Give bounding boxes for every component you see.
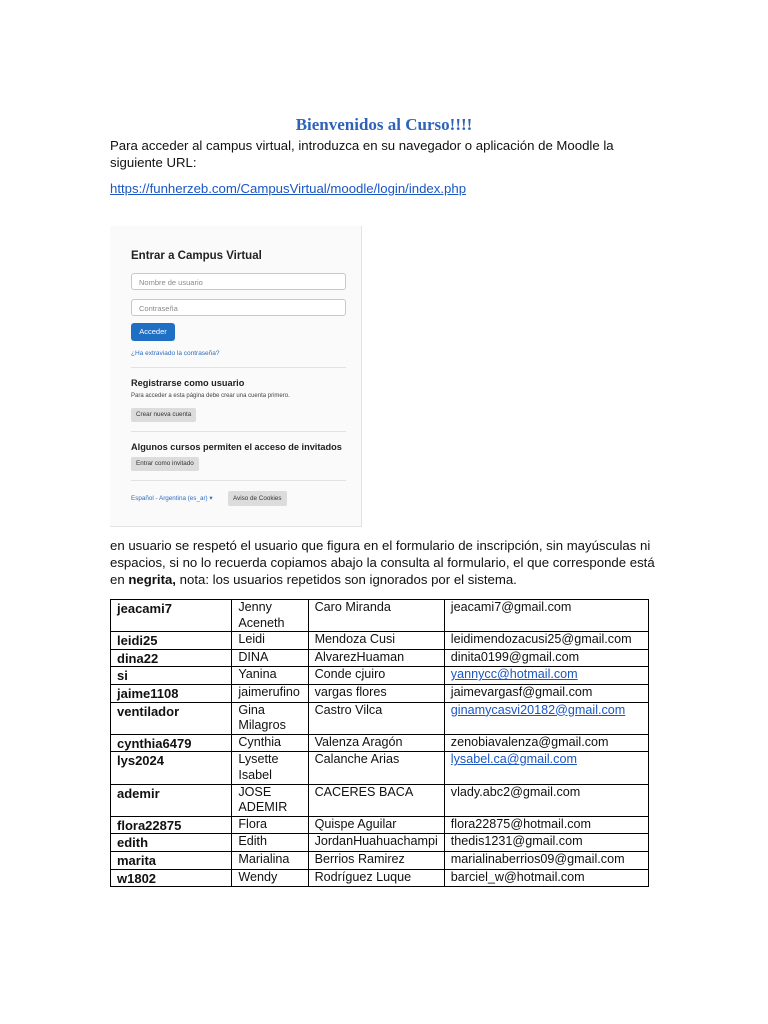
note-bold: negrita, (128, 572, 176, 587)
last-name-cell: CACERES BACA (308, 784, 444, 816)
first-name-cell: DINA (232, 649, 308, 667)
email-cell: thedis1231@gmail.com (444, 834, 648, 852)
table-row (111, 600, 649, 632)
email-cell: vlady.abc2@gmail.com (444, 784, 648, 816)
username-cell: cynthia6479 (111, 734, 232, 752)
username-cell: marita (111, 851, 232, 869)
table-row (111, 784, 649, 816)
register-text: Para acceder a esta página debe crear una cuenta primero. (131, 393, 290, 399)
email-cell: flora22875@hotmail.com (444, 816, 648, 834)
username-cell: flora22875 (111, 816, 232, 834)
last-name-cell: Mendoza Cusi (308, 632, 444, 650)
table-row (111, 667, 649, 685)
last-name-cell: Castro Vilca (308, 702, 444, 734)
email-cell: dinita0199@gmail.com (444, 649, 648, 667)
first-name-cell: Marialina (232, 851, 308, 869)
divider (131, 367, 346, 368)
table-row (111, 752, 649, 784)
note-text-end: nota: los usuarios repetidos son ignorados por el sistema. (175, 572, 517, 587)
last-name-cell: Caro Miranda (308, 600, 444, 632)
intro-paragraph: Para acceder al campus virtual, introduzca en su navegador o aplicación de Moodle la siguiente URL: (110, 138, 614, 170)
first-name-cell: Wendy (232, 869, 308, 887)
table-row (111, 684, 649, 702)
campus-url-link[interactable]: https://funherzeb.com/CampusVirtual/moodle/login/index.php (110, 181, 467, 196)
last-name-cell: JordanHuahuachampi (308, 834, 444, 852)
login-heading: Entrar a Campus Virtual (131, 250, 262, 262)
first-name-cell: Gina Milagros (232, 702, 308, 734)
first-name-cell: Lysette Isabel (232, 752, 308, 784)
table-row (111, 851, 649, 869)
last-name-cell: vargas flores (308, 684, 444, 702)
table-row (111, 649, 649, 667)
cookies-button: Aviso de Cookies (228, 491, 287, 506)
email-cell: barciel_w@hotmail.com (444, 869, 648, 887)
guest-button: Entrar como invitado (131, 457, 199, 471)
last-name-cell: Rodríguez Luque (308, 869, 444, 887)
divider (131, 480, 346, 481)
username-cell: leidi25 (111, 632, 232, 650)
email-cell: marialinaberrios09@gmail.com (444, 851, 648, 869)
login-button: Acceder (131, 323, 175, 341)
first-name-cell: jaimerufino (232, 684, 308, 702)
first-name-cell: Yanina (232, 667, 308, 685)
username-cell: jaime1108 (111, 684, 232, 702)
last-name-cell: Quispe Aguilar (308, 816, 444, 834)
email-cell: jeacami7@gmail.com (444, 600, 648, 632)
last-name-cell: Valenza Aragón (308, 734, 444, 752)
users-table (110, 599, 649, 887)
email-link[interactable]: ginamycasvi20182@gmail.com (450, 702, 626, 717)
email-link[interactable]: yannycc@hotmail.com (450, 667, 578, 682)
email-link[interactable]: lysabel.ca@gmail.com (450, 752, 577, 767)
register-heading: Registrarse como usuario (131, 378, 245, 388)
last-name-cell: Conde cjuiro (308, 667, 444, 685)
email-cell (444, 752, 648, 784)
first-name-cell: Jenny Aceneth (232, 600, 308, 632)
last-name-cell: Calanche Arias (308, 752, 444, 784)
username-cell: ventilador (111, 702, 232, 734)
last-name-cell: Berrios Ramirez (308, 851, 444, 869)
forgot-password-link: ¿Ha extraviado la contraseña? (131, 350, 220, 357)
create-account-button: Crear nueva cuenta (131, 408, 196, 422)
first-name-cell: Cynthia (232, 734, 308, 752)
note-paragraph (110, 537, 662, 588)
email-cell: zenobiavalenza@gmail.com (444, 734, 648, 752)
username-cell: dina22 (111, 649, 232, 667)
last-name-cell: AlvarezHuaman (308, 649, 444, 667)
first-name-cell: Leidi (232, 632, 308, 650)
username-cell: edith (111, 834, 232, 852)
table-row (111, 816, 649, 834)
table-row (111, 869, 649, 887)
first-name-cell: JOSE ADEMIR (232, 784, 308, 816)
email-cell (444, 667, 648, 685)
email-cell: leidimendozacusi25@gmail.com (444, 632, 648, 650)
first-name-cell: Edith (232, 834, 308, 852)
password-field: Contraseña (131, 299, 346, 316)
username-field: Nombre de usuario (131, 273, 346, 290)
table-row (111, 702, 649, 734)
login-screenshot (110, 226, 362, 527)
table-row (111, 834, 649, 852)
email-cell: jaimevargasf@gmail.com (444, 684, 648, 702)
divider (131, 431, 346, 432)
username-cell: lys2024 (111, 752, 232, 784)
table-row (111, 734, 649, 752)
username-cell: w1802 (111, 869, 232, 887)
page-title: Bienvenidos al Curso!!!! (295, 115, 473, 134)
username-cell: ademir (111, 784, 232, 816)
guest-heading: Algunos cursos permiten el acceso de invitados (131, 442, 342, 452)
username-cell: si (111, 667, 232, 685)
language-selector: Español - Argentina (es_ar) ▾ (131, 495, 213, 502)
note-text: en usuario se respetó el usuario que figura en el formulario de inscripción, sin mayúsculas ni espacios, si no lo recuerda copiamos abajo la consulta al formulario, el que corresponde está en (110, 538, 655, 587)
table-row (111, 632, 649, 650)
email-cell (444, 702, 648, 734)
username-cell: jeacami7 (111, 600, 232, 632)
first-name-cell: Flora (232, 816, 308, 834)
